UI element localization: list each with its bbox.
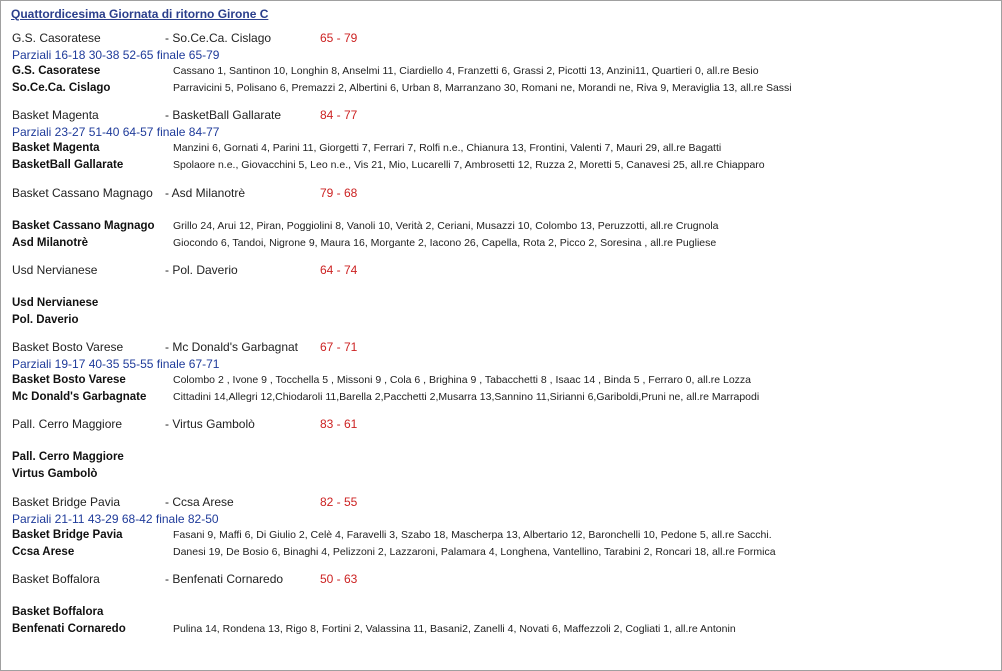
partial-scores: Parziali 16-18 30-38 52-65 finale 65-79 bbox=[12, 48, 220, 62]
roster-team-name: Benfenati Cornaredo bbox=[12, 623, 126, 635]
roster-players: Cassano 1, Santinon 10, Longhin 8, Anselmi 11, Ciardiello 4, Franzetti 6, Grassi 2, Picotti 13, Anzini11, Quartieri 0, all.re Besio bbox=[173, 65, 759, 77]
away-roster bbox=[12, 237, 972, 253]
away-team-name: - Asd Milanotrè bbox=[165, 186, 246, 200]
roster-team-name: So.Ce.Ca. Cislago bbox=[12, 82, 111, 94]
roster-players: Danesi 19, De Bosio 6, Binaghi 4, Pelizzoni 2, Lazzaroni, Palamara 4, Longhena, Vantellino, Tarabini 2, Roncari 18, all.re Formica bbox=[173, 546, 776, 558]
home-roster bbox=[12, 374, 972, 390]
match-score: 83 - 61 bbox=[320, 417, 358, 431]
away-team-name: - BasketBall Gallarate bbox=[165, 108, 282, 122]
home-team-name: Basket Magenta bbox=[12, 108, 99, 122]
match-header-2 bbox=[12, 108, 392, 124]
roster-team-name: Basket Cassano Magnago bbox=[12, 220, 155, 232]
home-roster bbox=[12, 529, 972, 545]
partial-scores: Parziali 23-27 51-40 64-57 finale 84-77 bbox=[12, 125, 220, 139]
roster-team-name: Mc Donald's Garbagnate bbox=[12, 391, 147, 403]
roster-players: Giocondo 6, Tandoi, Nigrone 9, Maura 16, Morgante 2, Iacono 26, Capella, Rota 2, Picco 2, Soresina , all.re Pugliese bbox=[173, 237, 717, 249]
roster-players: Colombo 2 , Ivone 9 , Tocchella 5 , Missoni 9 , Cola 6 , Brighina 9 , Tabacchetti 8 , Isaac 14 , Binda 5 , Ferraro 0, all.re Lozza bbox=[173, 374, 752, 386]
match-score: 50 - 63 bbox=[320, 572, 358, 586]
roster-players: Spolaore n.e., Giovacchini 5, Leo n.e., Vis 21, Mio, Lucarelli 7, Ambrosetti 12, Ruzza 2, Moretti 5, Canavesi 25, all.re Chiapparo bbox=[173, 159, 765, 171]
home-team-name: Basket Boffalora bbox=[12, 572, 100, 586]
home-team-name: Basket Cassano Magnago bbox=[12, 186, 153, 200]
home-roster bbox=[12, 220, 972, 236]
match-header-5 bbox=[12, 340, 392, 356]
home-team-name: G.S. Casoratese bbox=[12, 31, 101, 45]
roster-team-name: Basket Bridge Pavia bbox=[12, 529, 123, 541]
away-roster bbox=[12, 468, 972, 484]
roster-players: Fasani 9, Maffi 6, Di Giulio 2, Celè 4, Faravelli 3, Szabo 18, Mascherpa 13, Albertario 12, Baronchelli 10, Pedone 5, all.re Sacchi. bbox=[173, 529, 772, 541]
roster-team-name: Virtus Gambolò bbox=[12, 468, 98, 480]
match-header-6 bbox=[12, 417, 392, 433]
roster-team-name: Ccsa Arese bbox=[12, 546, 75, 558]
match-header-3 bbox=[12, 186, 392, 202]
away-team-name: - Pol. Daverio bbox=[165, 263, 238, 277]
match-score: 64 - 74 bbox=[320, 263, 358, 277]
away-roster bbox=[12, 623, 972, 639]
away-team-name: - So.Ce.Ca. Cislago bbox=[165, 31, 272, 45]
match-header-1 bbox=[12, 31, 392, 47]
match-header-4 bbox=[12, 263, 392, 279]
roster-team-name: Usd Nervianese bbox=[12, 297, 99, 309]
home-team-name: Pall. Cerro Maggiore bbox=[12, 417, 123, 431]
match-score: 84 - 77 bbox=[320, 108, 358, 122]
partial-scores: Parziali 21-11 43-29 68-42 finale 82-50 bbox=[12, 512, 219, 526]
match-header-8 bbox=[12, 572, 392, 588]
roster-team-name: Basket Boffalora bbox=[12, 606, 104, 618]
away-roster bbox=[12, 314, 972, 330]
home-roster bbox=[12, 606, 972, 622]
roster-players: Grillo 24, Arui 12, Piran, Poggiolini 8, Vanoli 10, Verità 2, Ceriani, Musazzi 10, Colombo 13, Peruzzotti, all.re Crugnola bbox=[173, 220, 719, 232]
home-roster bbox=[12, 297, 972, 313]
roster-team-name: G.S. Casoratese bbox=[12, 65, 101, 77]
roster-team-name: Pol. Daverio bbox=[12, 314, 79, 326]
roster-team-name: Pall. Cerro Maggiore bbox=[12, 451, 124, 463]
match-score: 79 - 68 bbox=[320, 186, 358, 200]
roster-players: Manzini 6, Gornati 4, Parini 11, Giorgetti 7, Ferrari 7, Rolfi n.e., Chianura 13, Frontini, Valenti 7, Mauri 29, all.re Bagatti bbox=[173, 142, 722, 154]
away-roster bbox=[12, 391, 972, 407]
match-score: 65 - 79 bbox=[320, 31, 358, 45]
roster-players: Cittadini 14,Allegri 12,Chiodaroli 11,Barella 2,Pacchetti 2,Musarra 13,Sannino 11,Sirianni 6,Gariboldi,Pruni ne, all.re Marrapodi bbox=[173, 391, 760, 403]
partial-scores: Parziali 19-17 40-35 55-55 finale 67-71 bbox=[12, 357, 220, 371]
home-roster bbox=[12, 451, 972, 467]
away-team-name: - Mc Donald's Garbagnat bbox=[165, 340, 299, 354]
roster-team-name: Basket Bosto Varese bbox=[12, 374, 126, 386]
roster-team-name: Asd Milanotrè bbox=[12, 237, 89, 249]
match-score: 67 - 71 bbox=[320, 340, 358, 354]
away-team-name: - Benfenati Cornaredo bbox=[165, 572, 284, 586]
page-title: Quattordicesima Giornata di ritorno Girone C bbox=[11, 7, 269, 21]
match-score: 82 - 55 bbox=[320, 495, 358, 509]
home-team-name: Usd Nervianese bbox=[12, 263, 98, 277]
home-roster bbox=[12, 142, 972, 158]
match-header-7 bbox=[12, 495, 392, 511]
home-team-name: Basket Bridge Pavia bbox=[12, 495, 121, 509]
away-roster bbox=[12, 82, 972, 98]
roster-players: Parravicini 5, Polisano 6, Premazzi 2, Albertini 6, Urban 8, Marranzano 30, Romani ne, Morandi ne, Riva 9, Meraviglia 13, all.re Sassi bbox=[173, 82, 792, 94]
away-team-name: - Ccsa Arese bbox=[165, 495, 234, 509]
away-roster bbox=[12, 546, 972, 562]
home-roster bbox=[12, 65, 972, 81]
away-roster bbox=[12, 159, 972, 175]
away-team-name: - Virtus Gambolò bbox=[165, 417, 255, 431]
home-team-name: Basket Bosto Varese bbox=[12, 340, 124, 354]
roster-team-name: BasketBall Gallarate bbox=[12, 159, 124, 171]
roster-team-name: Basket Magenta bbox=[12, 142, 100, 154]
roster-players: Pulina 14, Rondena 13, Rigo 8, Fortini 2, Valassina 11, Basani2, Zanelli 4, Novati 6, Maffezzoli 2, Cogliati 1, all.re Antonin bbox=[173, 623, 736, 635]
